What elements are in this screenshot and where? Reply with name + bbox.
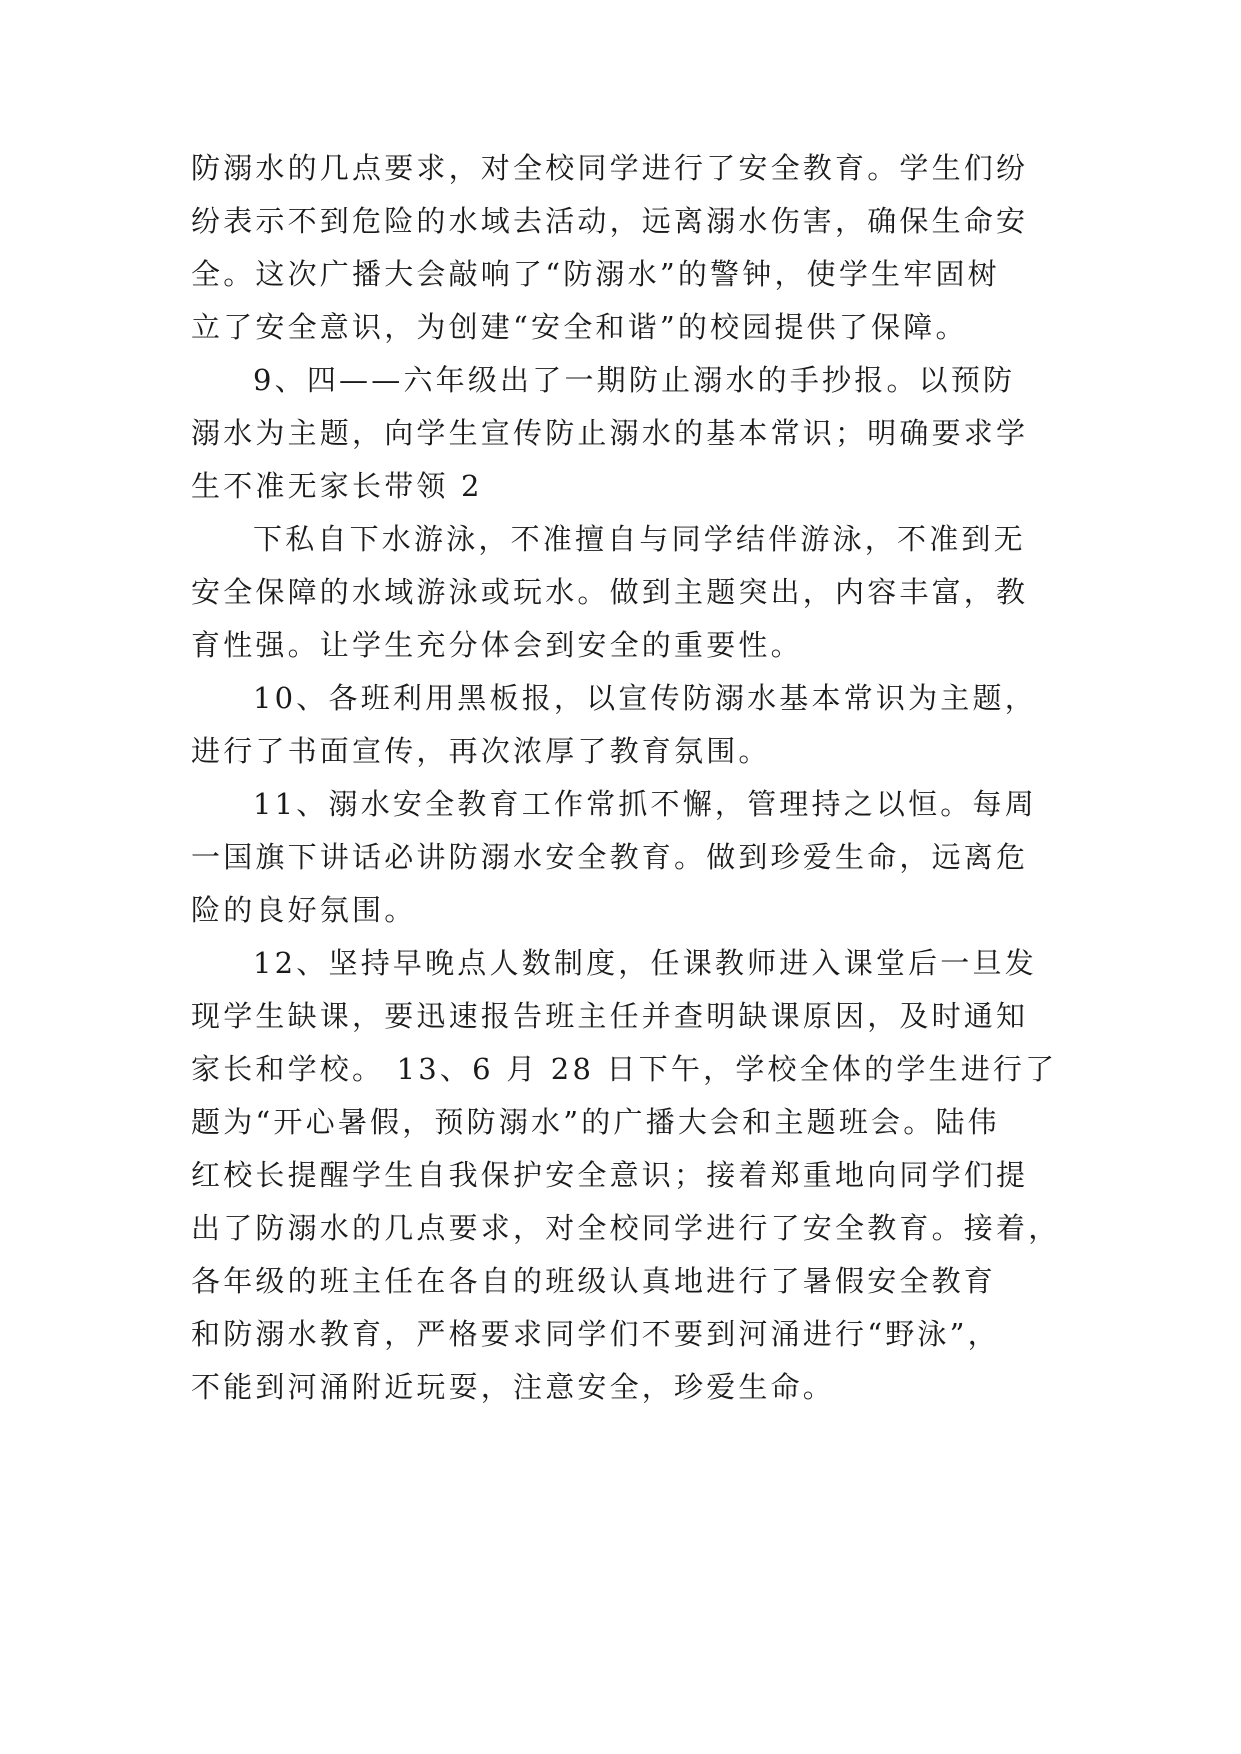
text-line: 生不准无家长带领 2 — [191, 469, 483, 503]
text-line: 和防溺水教育，严格要求同学们不要到河涌进行“野泳”， — [191, 1317, 1000, 1351]
text-line: 现学生缺课，要迅速报告班主任并查明缺课原因，及时通知 — [191, 999, 1029, 1033]
text-line: 家长和学校。 13、6 月 28 日下午，学校全体的学生进行了 — [191, 1052, 1058, 1086]
text-line: 不能到河涌附近玩耍，注意安全，珍爱生命。 — [191, 1370, 836, 1404]
text-line: 溺水为主题，向学生宣传防止溺水的基本常识；明确要求学 — [191, 416, 1029, 450]
text-line: 立了安全意识，为创建“安全和谐”的校园提供了保障。 — [191, 310, 968, 344]
text-line: 9、四——六年级出了一期防止溺水的手抄报。以预防 — [253, 363, 1016, 397]
text-line: 一国旗下讲话必讲防溺水安全教育。做到珍爱生命，远离危 — [191, 840, 1029, 874]
text-line: 险的良好氛围。 — [191, 893, 417, 927]
text-line: 红校长提醒学生自我保护安全意识；接着郑重地向同学们提 — [191, 1158, 1029, 1192]
text-line: 12、坚持早晚点人数制度，任课教师进入课堂后一旦发 — [253, 946, 1037, 980]
text-line: 安全保障的水域游泳或玩水。做到主题突出，内容丰富，教 — [191, 575, 1029, 609]
text-line: 下私自下水游泳，不准擅自与同学结伴游泳，不准到无 — [253, 522, 1026, 556]
text-line: 纷表示不到危险的水域去活动，远离溺水伤害，确保生命安 — [191, 204, 1029, 238]
text-line: 11、溺水安全教育工作常抓不懈，管理持之以恒。每周 — [253, 787, 1037, 821]
text-line: 10、各班利用黑板报，以宣传防溺水基本常识为主题， — [253, 681, 1037, 715]
text-line: 育性强。让学生充分体会到安全的重要性。 — [191, 628, 803, 662]
text-line: 全。这次广播大会敲响了“防溺水”的警钟，使学生牢固树 — [191, 257, 1000, 291]
text-line: 出了防溺水的几点要求，对全校同学进行了安全教育。接着， — [191, 1211, 1061, 1245]
text-line: 防溺水的几点要求，对全校同学进行了安全教育。学生们纷 — [191, 151, 1029, 185]
text-line: 题为“开心暑假，预防溺水”的广播大会和主题班会。陆伟 — [191, 1105, 1000, 1139]
text-line: 各年级的班主任在各自的班级认真地进行了暑假安全教育 — [191, 1264, 997, 1298]
text-line: 进行了书面宣传，再次浓厚了教育氛围。 — [191, 734, 771, 768]
